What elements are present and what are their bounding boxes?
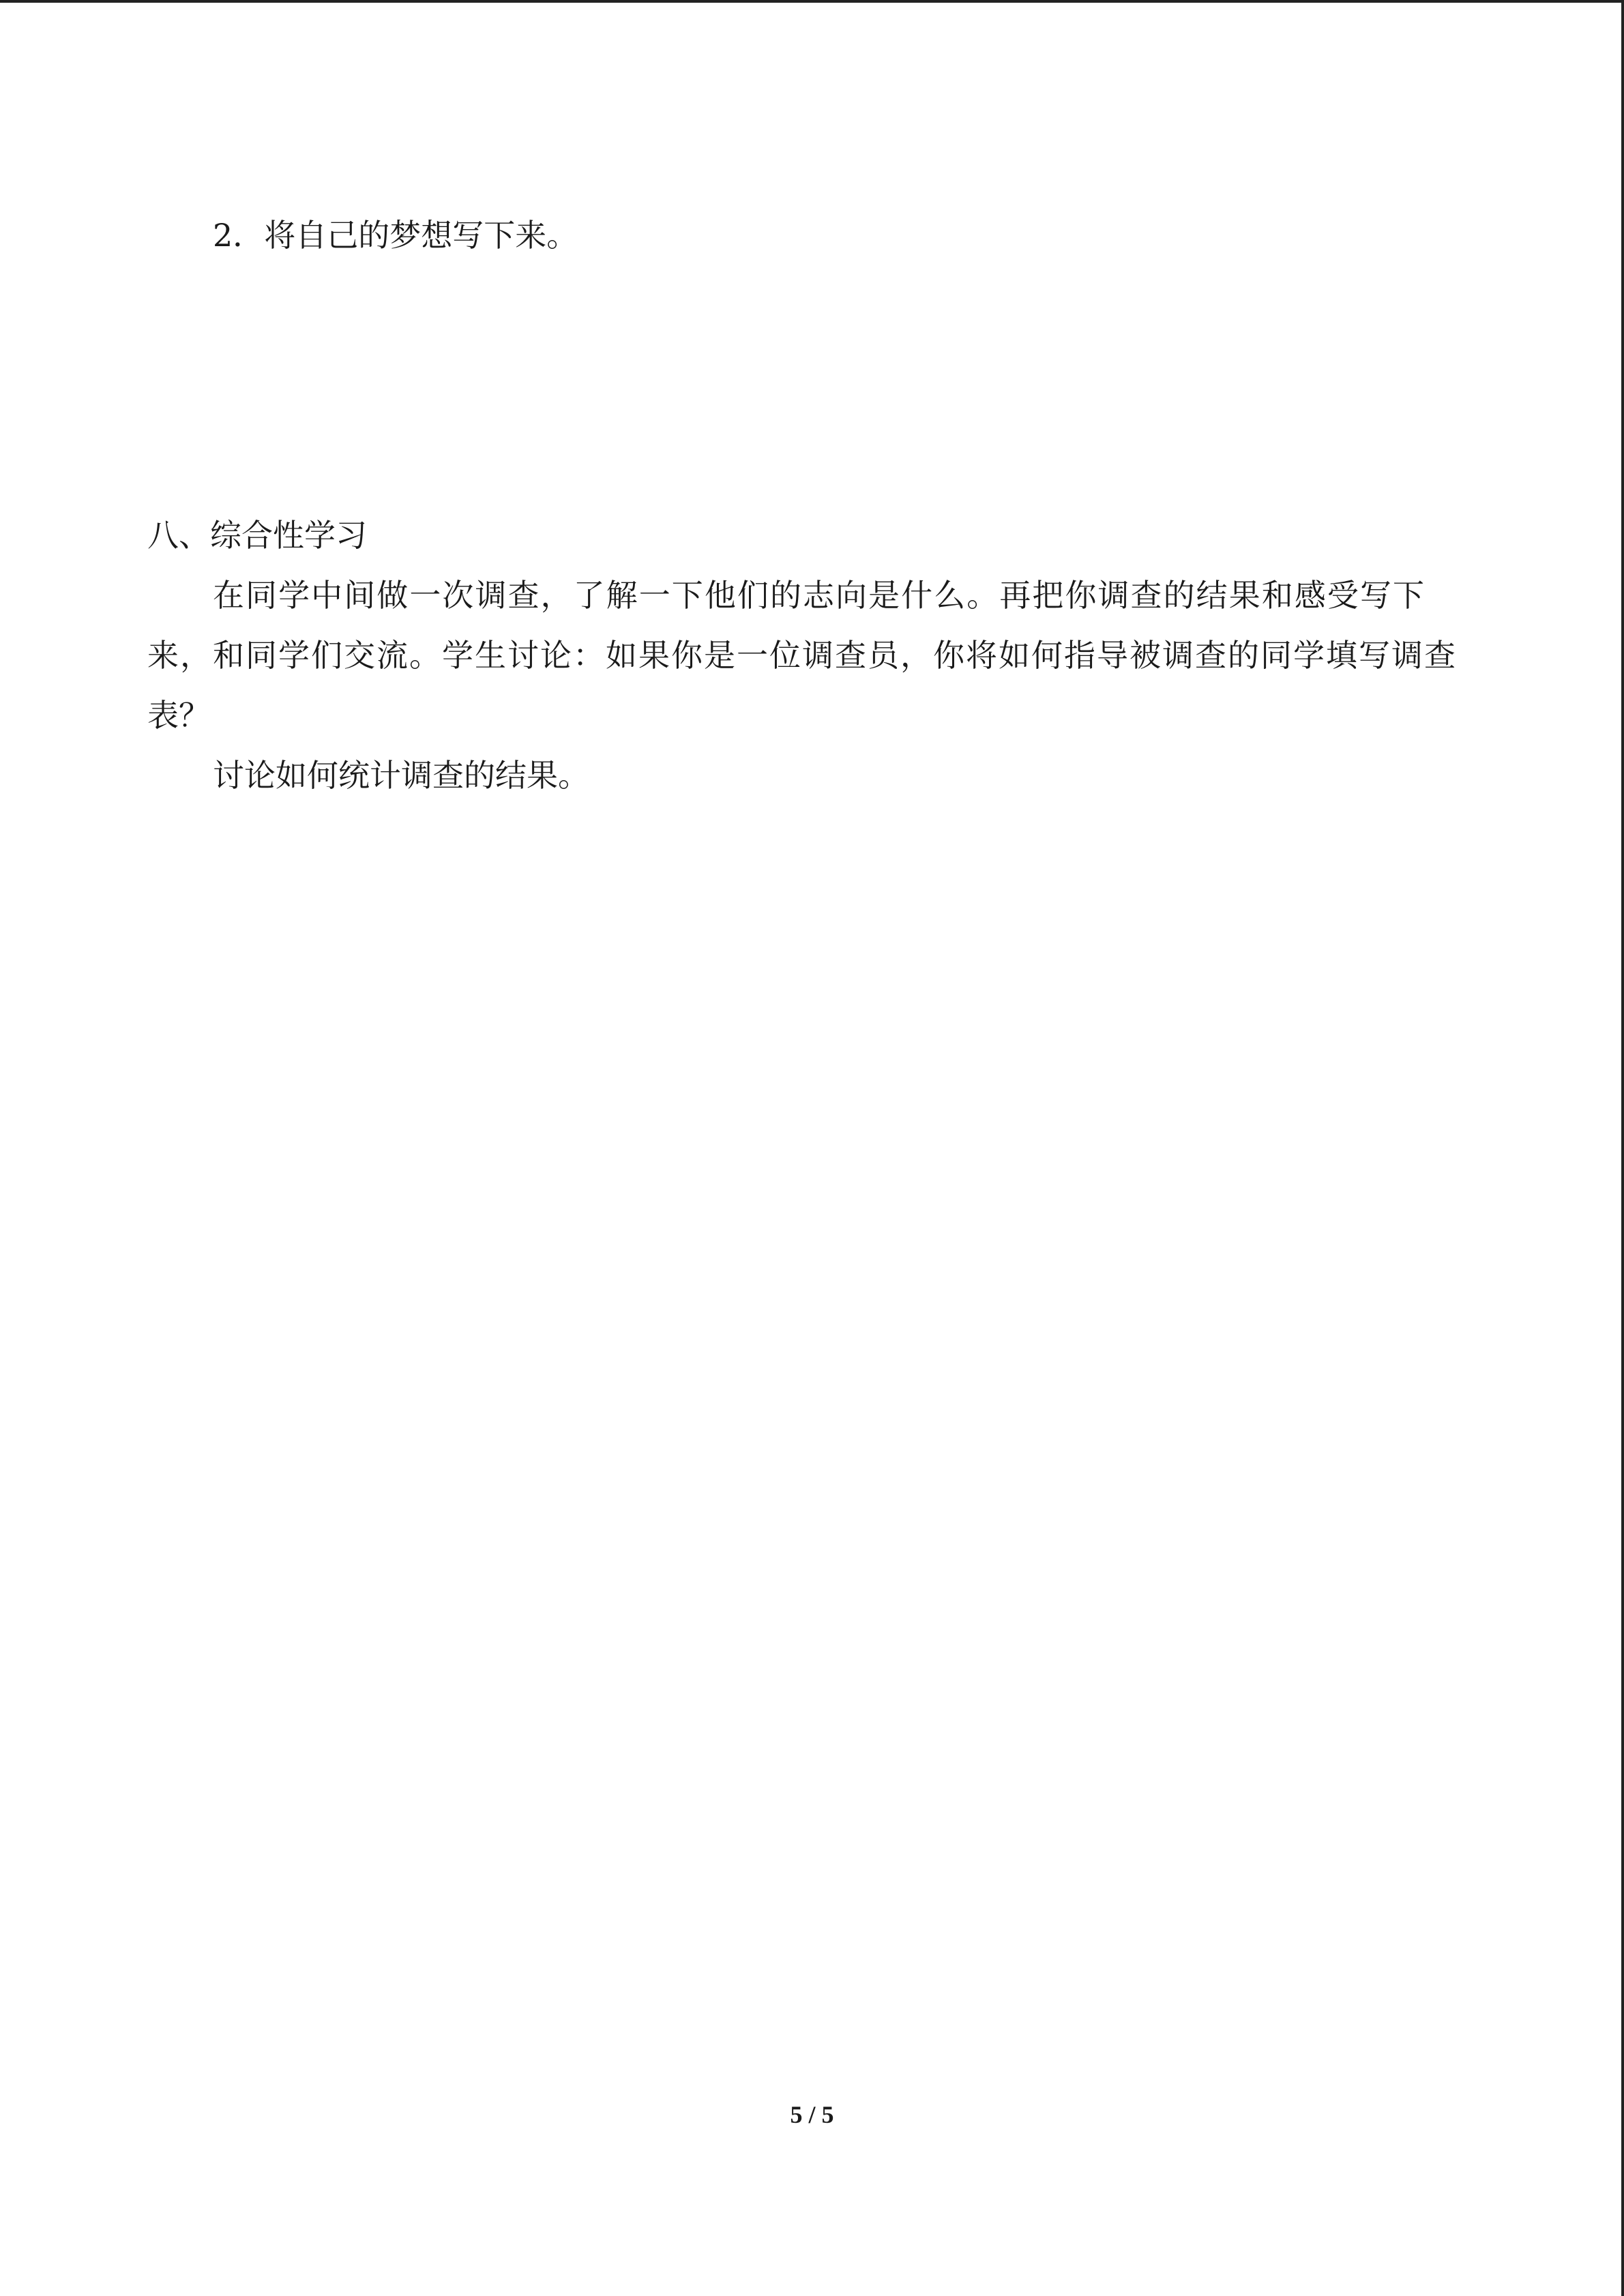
section-8-paragraph-line-3: 表？ bbox=[147, 697, 210, 734]
section-8-paragraph-line-2: 来，和同学们交流。学生讨论：如果你是一位调查员，你将如何指导被调查的同学填写调查 bbox=[147, 637, 1456, 674]
section-8-heading: 八、综合性学习 bbox=[147, 517, 367, 554]
item-2-text: 2．将自己的梦想写下来。 bbox=[213, 217, 578, 254]
section-8-paragraph-2: 讨论如何统计调查的结果。 bbox=[213, 757, 589, 794]
section-8-paragraph-line-1: 在同学中间做一次调查，了解一下他们的志向是什么。再把你调查的结果和感受写下 bbox=[213, 577, 1424, 614]
page-number: 5 / 5 bbox=[790, 2101, 834, 2128]
